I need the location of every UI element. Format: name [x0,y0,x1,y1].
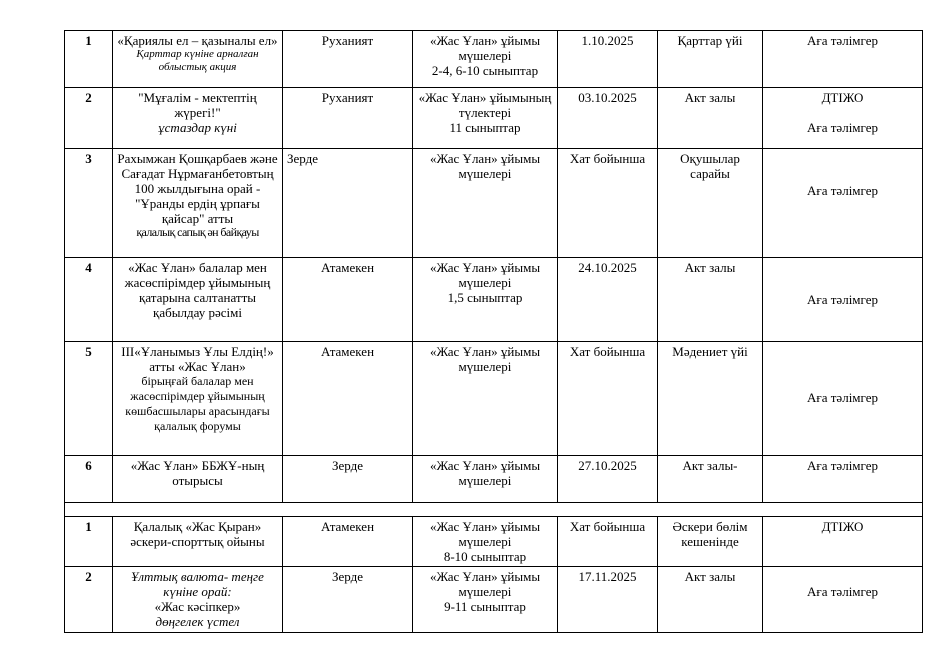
row-number: 2 [65,88,113,149]
place-cell: Қарттар үйі [658,31,763,88]
participants-cell [413,88,558,149]
direction-cell: Зерде [283,456,413,503]
direction-cell: Атамекен [283,517,413,567]
event-title: «Жас Ұлан» ББЖҰ-ның отырысы [130,458,265,488]
participants-line: «Жас Ұлан» ұйымы мүшелері [429,458,541,488]
place-cell: Акт залы- [658,456,763,503]
responsible-line: Аға тәлімгер [807,292,878,307]
event-cell [113,88,283,149]
participants-line: «Жас Ұлан» ұйымы мүшелері [429,519,541,549]
event-note: бірыңғай балалар мен жасөспірімдер ұйымының көшбасшылары арасындағы қалалық форумы [125,374,270,433]
responsible-line: Аға тәлімгер [807,183,878,198]
participants-line: 2-4, 6-10 сыныптар [431,63,539,78]
participants-line: 1,5 сыныптар [447,290,523,305]
responsible-cell [763,517,923,567]
participants-line: «Жас Ұлан» ұйымы мүшелері [429,260,541,290]
participants-line: «Жас Ұлан» ұйымы мүшелері [429,33,541,63]
event-note: Қарттар күніне арналған облыстық акция [136,48,259,73]
responsible-line: Аға тәлімгер [807,584,878,599]
event-note-top: Ұлттық валюта- теңге күніне орай: [131,569,264,599]
date-cell: Хат бойынша [558,517,658,567]
row-number: 3 [65,149,113,258]
place-cell: Акт залы [658,258,763,342]
row-number: 1 [65,31,113,88]
responsible-cell [763,456,923,503]
responsible-cell [763,88,923,149]
date-cell: Хат бойынша [558,342,658,456]
event-cell [113,567,283,633]
row-number: 4 [65,258,113,342]
date-cell: 24.10.2025 [558,258,658,342]
responsible-cell [763,31,923,88]
row-number: 1 [65,517,113,567]
place-cell: Акт залы [658,88,763,149]
participants-line: 11 сыныптар [449,120,521,135]
participants-cell [413,342,558,456]
event-title: Қалалық «Жас Қыран» әскери-спорттық ойыны [130,519,265,549]
table-row [65,456,923,503]
table-row [65,567,923,633]
table-row [65,31,923,88]
responsible-cell [763,342,923,456]
table-row [65,342,923,456]
responsible-line: ДТІЖО [821,90,864,105]
direction-cell: Зерде [283,567,413,633]
event-cell [113,517,283,567]
direction-cell: Зерде [283,149,413,258]
event-note: қалалық сапық ән байқауы [136,225,259,239]
place-cell: Акт залы [658,567,763,633]
row-number: 6 [65,456,113,503]
date-cell: 17.11.2025 [558,567,658,633]
table-row [65,517,923,567]
event-title: Рахымжан Қошқарбаев және Сағадат Нұрмағанбетовтың 100 жылдығына орай - "Ұранды ердің ұрпағы қайсар" атты [117,151,278,226]
responsible-line: Аға тәлімгер [807,458,878,473]
table-row [65,88,923,149]
separator-cell [65,503,923,517]
place-cell: Әскери бөлім кешенінде [658,517,763,567]
date-cell: 1.10.2025 [558,31,658,88]
date-cell: 03.10.2025 [558,88,658,149]
participants-line: «Жас Ұлан» ұйымы мүшелері [429,151,541,181]
responsible-line: Аға тәлімгер [807,33,878,48]
event-note: ұстаздар күні [158,120,237,135]
participants-cell [413,31,558,88]
event-title: «Қариялы ел – қазыналы ел» [117,33,278,48]
responsible-line: Аға тәлімгер [807,120,878,135]
event-cell [113,456,283,503]
place-cell: Мәдениет үйі [658,342,763,456]
event-title: «Жас кәсіпкер» [154,599,241,614]
row-number: 5 [65,342,113,456]
responsible-cell [763,149,923,258]
section-separator [65,503,923,517]
responsible-line: Аға тәлімгер [807,390,878,405]
table-row [65,258,923,342]
responsible-cell [763,567,923,633]
event-cell [113,258,283,342]
event-title: ІІІ«Ұланымыз Ұлы Елдің!» атты «Жас Ұлан» [121,344,274,374]
event-title: "Мұғалім - мектептің жүрегі!" [138,90,257,120]
participants-cell [413,517,558,567]
participants-line: 9-11 сыныптар [444,599,526,614]
direction-cell: Руханият [283,31,413,88]
responsible-cell [763,258,923,342]
participants-line: «Жас Ұлан» ұйымы мүшелері [429,569,541,599]
event-cell [113,31,283,88]
event-note: дөңгелек үстел [155,614,240,629]
date-cell: 27.10.2025 [558,456,658,503]
participants-line: 8-10 сыныптар [443,549,527,564]
event-cell [113,342,283,456]
participants-line: «Жас Ұлан» ұйымы мүшелері [429,344,541,374]
row-number: 2 [65,567,113,633]
date-cell: Хат бойынша [558,149,658,258]
direction-cell: Атамекен [283,258,413,342]
direction-cell: Руханият [283,88,413,149]
event-cell [113,149,283,258]
participants-line: «Жас Ұлан» ұйымының түлектері [418,90,552,120]
direction-cell: Атамекен [283,342,413,456]
responsible-line: ДТІЖО [821,519,864,534]
participants-cell [413,149,558,258]
events-table [64,30,923,633]
table-row [65,149,923,258]
participants-cell [413,456,558,503]
place-cell: Оқушылар сарайы [658,149,763,258]
participants-cell [413,567,558,633]
event-title: «Жас Ұлан» балалар мен жасөспірімдер ұйымының қатарына салтанатты қабылдау рәсімі [124,260,271,320]
participants-cell [413,258,558,342]
